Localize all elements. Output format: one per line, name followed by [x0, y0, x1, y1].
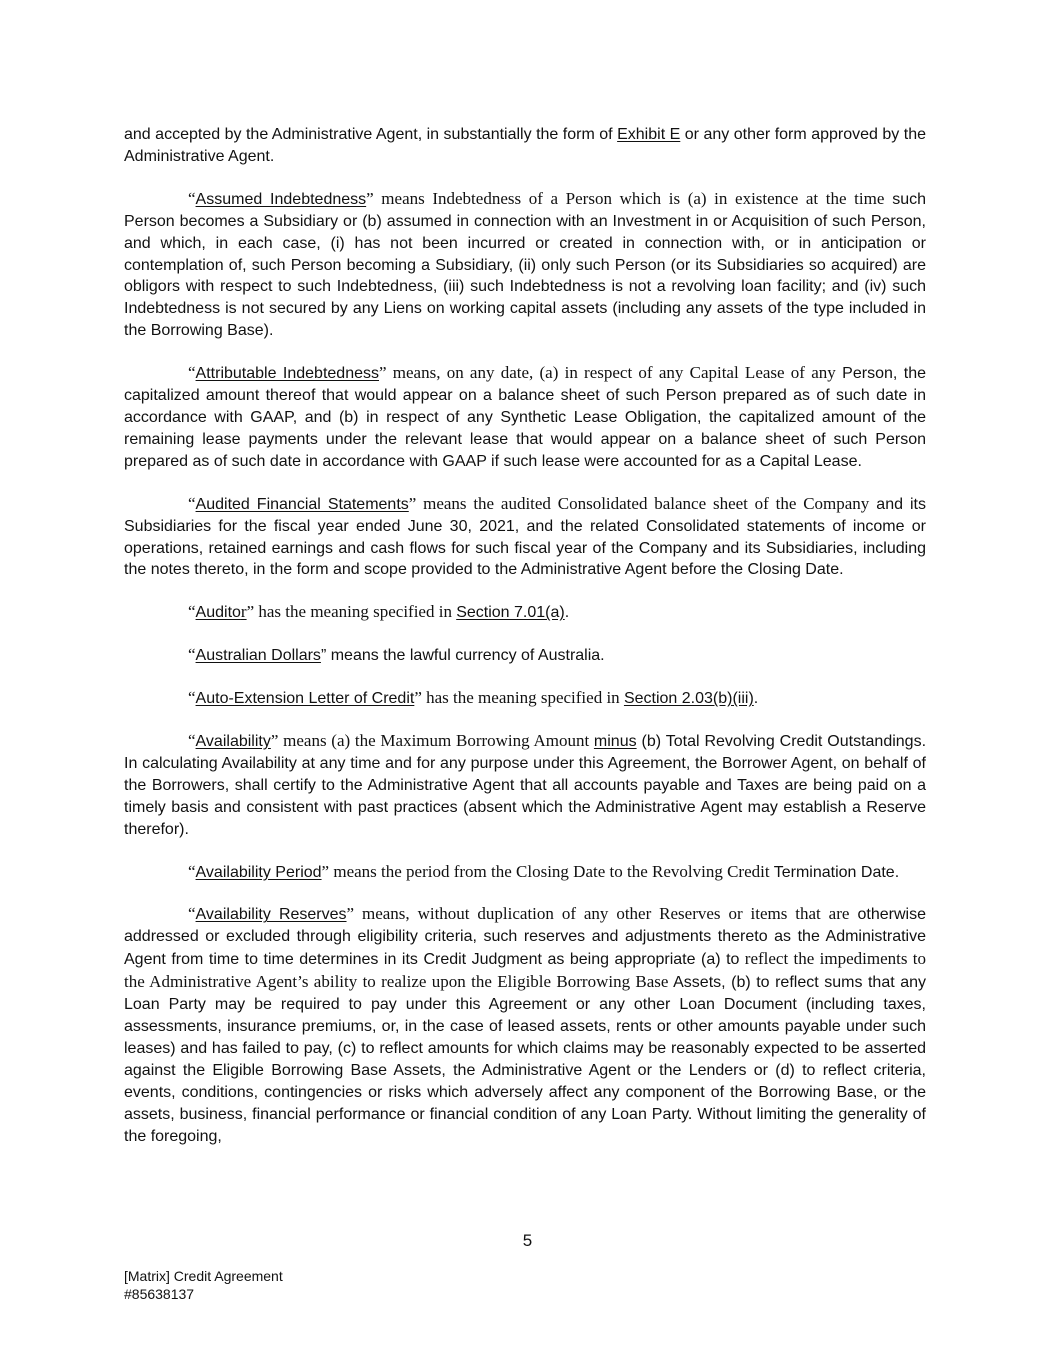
definition-lead: ” means the audited Consolidated balance sheet of the Company — [408, 493, 870, 513]
definition-text: such Person becomes a Subsidiary or (b) assumed in connection with an Investment in or Acquisition of such Person, and which, in each case, (i) has not been incurred or created in connection with, or in anticipation or contemplation of, such Person becoming a Subsidiary, (ii) only such Person (or its Subsidiaries so acquired) are obligors with respect to such Indebtedness, (iii) such Indebtedness is not a revolving loan facility; and (iv) such Indebtedness is not secured by any Liens on working capital assets (including any assets of the type included in the Borrowing Base). — [124, 190, 927, 340]
definition-lead: ” means Indebtedness of a Person which is (a) in existence at the time — [366, 188, 885, 208]
open-quote: “ — [188, 188, 196, 208]
page-number: 5 — [522, 1231, 533, 1250]
period: . — [753, 690, 759, 708]
definition-lead: ” has the meaning specified in — [246, 602, 457, 622]
footer-document-title: [Matrix] Credit Agreement — [124, 1268, 283, 1284]
definition-lead: ” means, on any date, (a) in respect of any Capital Lease of any — [379, 363, 836, 383]
definition-text: and its Subsidiaries for the fiscal year ended June 30, 2021, and the related Consolidated statements of income or operations, retained earnings and cash flows for such fiscal year of the Company and its Subsidiaries, including the notes thereto, in the form and scope provided to the Administrative Agent before the Closing Date. — [124, 495, 926, 579]
text: and accepted by the Administrative Agent, in substantially the form of — [124, 126, 618, 143]
period: . — [564, 604, 570, 622]
footer-document-id: #85638137 — [124, 1286, 195, 1302]
definition-text: Termination Date. — [769, 863, 900, 881]
document-body — [124, 124, 926, 1167]
defined-term-tail: r — [240, 602, 247, 622]
definition-lead: ” means the period from the Closing Date to the Revolving Credit — [321, 861, 770, 881]
definition-lead: ” means (a) the Maximum Borrowing Amount — [270, 731, 594, 751]
definition-availability-period — [124, 861, 926, 884]
definition-availability — [124, 730, 926, 841]
definition-australian-dollars — [124, 644, 926, 667]
defined-term: Audited Financial Statements — [195, 495, 409, 513]
definition-attributable-indebtedness — [124, 362, 926, 473]
open-quote: “ — [188, 602, 196, 622]
open-quote: “ — [188, 493, 196, 513]
section-reference: Section 7.01(a) — [456, 604, 565, 622]
definition-text: Assets, (b) to reflect sums that any Loan Party may be required to pay under this Agreement or any other Loan Document (including taxes, assessments, insurance premiums, or, in the case of leased assets, rents or other amounts payable under such leases) and has failed to pay, (c) to reflect amounts for which claims may be reasonably expected to be asserted against the Eligible Borrowing Base Assets, the Administrative Agent or the Lenders or (d) to reflect criteria, events, conditions, contingencies or risks which adversely affect any component of the Borrowing Base, or the assets, business, financial performance or financial condition of any Loan Party. Without limiting the generality of the foregoing, — [124, 974, 927, 1145]
exhibit-e-reference: Exhibit E — [617, 126, 681, 143]
open-quote: “ — [188, 731, 196, 751]
defined-term: Audito — [195, 604, 241, 622]
open-quote: “ — [188, 363, 196, 383]
definition-text: Person, the capitalized amount thereof that would appear on a balance sheet of such Person prepared as of such date in accordance with GAAP, and (b) in respect of any Synthetic Lease Obligation, the capitalized amount of the remaining lease payments under the relevant lease that would appear on a balance sheet of such Person prepared as of such date in accordance with GAAP if such lease were accounted for as a Capital Lease. — [124, 365, 926, 470]
defined-term: Availability Period — [195, 863, 322, 881]
open-quote: “ — [188, 688, 196, 708]
defined-term: Auto-Extension Letter of Credit — [195, 690, 415, 708]
definition-text: ” means the lawful currency of Australia. — [320, 647, 605, 665]
open-quote: “ — [188, 645, 196, 665]
definition-text: otherwise addressed or excluded through eligibility criteria, such reserves and adjustments thereto as the Administrative Agent from time to time determines in its Credit Judgment as being appropriate (a) to — [124, 906, 927, 969]
definition-auditor — [124, 601, 926, 624]
definition-text-serif: reflect the impediments to the Administrative Agent’s ability to realize upon the Eligible Borrowing Base — [124, 949, 927, 992]
definition-text: (b) Total Revolving Credit Outstandings. In calculating Availability at any time and for any purpose under this Agreement, the Borrower Agent, on behalf of the Borrowers, shall certify to the Administrative Agent that all accounts payable and Taxes are being paid on a timely basis and consistent with past practices (absent which the Administrative Agent may establish a Reserve therefor). — [124, 733, 927, 838]
text: or any other form approved by the Administrative Agent. — [124, 126, 927, 165]
open-quote: “ — [188, 904, 196, 924]
defined-term: Attributable Indebtedness — [195, 365, 379, 383]
defined-term: Availability Reserves — [195, 906, 347, 924]
definition-lead: ” has the meaning specified in — [414, 688, 624, 708]
definition-assumed-indebtedness — [124, 188, 926, 342]
paragraph-continuation — [124, 124, 926, 168]
defined-term: Assumed Indebtedness — [195, 190, 367, 208]
defined-term: Availability — [195, 733, 271, 751]
definition-audited-financial-statements — [124, 493, 926, 582]
defined-term: Australian Dollars — [195, 647, 321, 665]
document-footer — [124, 1267, 283, 1303]
definition-lead: ” means, without duplication of any other Reserves or items that are — [346, 904, 850, 924]
minus-emphasis: minus — [593, 733, 637, 751]
section-reference: Section 2.03(b)(iii) — [623, 690, 754, 708]
definition-auto-extension-letter-of-credit — [124, 687, 926, 710]
definition-availability-reserves — [124, 903, 926, 1147]
open-quote: “ — [188, 861, 196, 881]
